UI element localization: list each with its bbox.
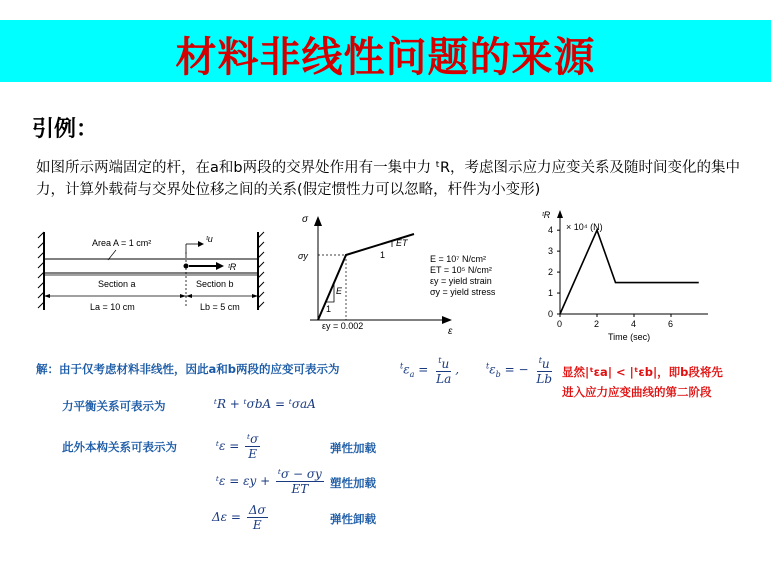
chart-y-tick-label: 4 xyxy=(548,225,554,236)
constitutive-label: 此外本构关系可表示为 xyxy=(62,440,177,454)
plastic-loading-eq: ᵗε = εy + $\frac{\text{ᵗσ − σy}}{ET}$ xyxy=(216,467,322,496)
strain-b-eq: $^t\varepsilon_b$ = − $\frac{^tu}{Lb}$ xyxy=(486,356,553,386)
load-series-line xyxy=(560,230,699,314)
left-wall xyxy=(38,232,44,310)
intro-label: 引例： xyxy=(32,117,99,142)
prop-1: E = 10⁷ N/cm² xyxy=(430,254,487,264)
chart-ylabel: ᵗR xyxy=(542,210,551,220)
chart-y-tick-label: 0 xyxy=(548,309,554,319)
chart-x-tick-label: 0 xyxy=(557,319,563,329)
equilibrium-label: 力平衡关系可表示为 xyxy=(62,399,166,413)
section-b-label: Section b xyxy=(196,279,234,289)
chart-x-tick-label: 4 xyxy=(631,319,637,329)
problem-description: 如图所示两端固定的杆，在a和b两段的交界处作用有一集中力 ᵗR，考虑图示应力应变关系及随时间变化的集中力，计算外载荷与交界处位移之间的关系(假定惯性力可以忽略，杆件为小变形) xyxy=(36,160,741,198)
eps-y-label: εy = 0.002 xyxy=(322,321,364,331)
chart-title: × 10⁴ (N) xyxy=(566,222,603,232)
prop-2: ET = 10⁵ N/cm² xyxy=(430,265,492,275)
right-wall xyxy=(258,232,264,310)
chart-y-tick-label: 2 xyxy=(548,267,554,278)
elastic-unloading-tag: 弹性卸载 xyxy=(330,512,376,526)
one-label-b: 1 xyxy=(380,250,386,260)
equilibrium-eq: ᵗR + ᵗσbA = ᵗσaA xyxy=(214,397,316,411)
chart-y-tick-label: 1 xyxy=(548,288,554,299)
et-label: ET xyxy=(396,238,408,248)
prop-3: εy = yield strain xyxy=(430,276,492,286)
plastic-loading-tag: 塑性加载 xyxy=(330,476,376,490)
load-history-chart xyxy=(532,206,722,346)
chart-y-arrow xyxy=(557,210,563,218)
elastic-loading-tag: 弹性加载 xyxy=(330,441,376,455)
bar-figure xyxy=(36,228,268,320)
strain-a-eq: $^t\varepsilon_a$ = $\frac{^tu}{La}$ , xyxy=(400,356,460,386)
la-label: La = 10 cm xyxy=(90,302,135,312)
elastic-unloading-eq: Δε = $\frac{\Delta\sigma}{E}$ xyxy=(212,503,266,532)
note-line-1: 显然|ᵗεa| < |ᵗεb|，即b段将先 xyxy=(562,365,723,379)
note-line-2: 进入应力应变曲线的第二阶段 xyxy=(562,385,712,399)
area-label: Area A = 1 cm² xyxy=(92,238,152,248)
slide-title: 材料非线性问题的来源 xyxy=(175,33,596,81)
chart-x-tick-label: 2 xyxy=(594,319,600,329)
bar xyxy=(44,259,258,273)
elastic-loading-eq: ᵗε = $\frac{\text{ᵗσ}}{E}$ xyxy=(216,432,259,461)
chart-xlabel: Time (sec) xyxy=(608,332,651,342)
solution-line-1: 解：由于仅考虑材料非线性，因此a和b两段的应变可表示为 xyxy=(36,362,340,376)
e-label: E xyxy=(336,286,343,296)
r-label: ᵗR xyxy=(228,262,237,272)
chart-y-tick-label: 3 xyxy=(548,246,554,257)
u-label: ᵗu xyxy=(206,234,213,244)
sigma-axis-label: σ xyxy=(302,214,309,225)
stress-strain-figure xyxy=(296,210,518,337)
prop-4: σy = yield stress xyxy=(430,287,496,297)
lb-label: Lb = 5 cm xyxy=(200,302,240,312)
section-a-label: Section a xyxy=(98,279,136,289)
one-label-a: 1 xyxy=(326,304,332,314)
chart-x-tick-label: 6 xyxy=(668,319,674,329)
eps-axis-label: ε xyxy=(448,326,453,337)
sigma-y-label: σy xyxy=(298,251,308,261)
